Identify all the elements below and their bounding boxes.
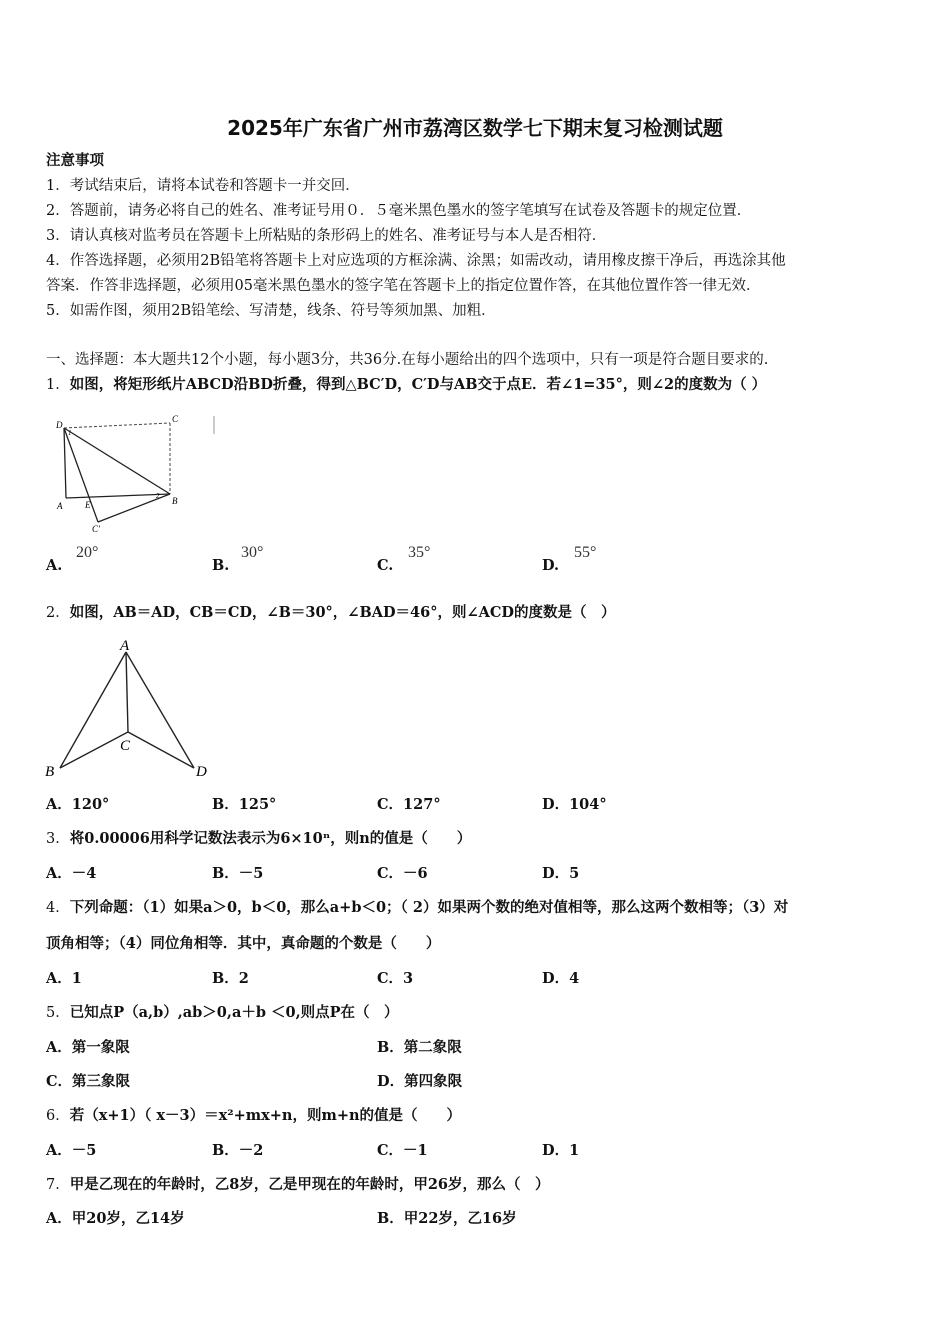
notice-item: 答案．作答非选择题，必须用05毫米黑色墨水的签字笔在答题卡上的指定位置作答，在其他位置作答一律无效． bbox=[46, 278, 761, 294]
question-1 bbox=[46, 375, 766, 395]
q1-option-b-value: 30° bbox=[241, 544, 264, 561]
option-label: D． bbox=[542, 865, 570, 882]
option-label: D． bbox=[542, 1142, 570, 1159]
option-value: 甲22岁，乙16岁 bbox=[403, 1210, 517, 1227]
option-label: B． bbox=[212, 1142, 239, 1159]
q1-option-a-value: 20° bbox=[76, 544, 99, 561]
question-text: 将0.00006用科学记数法表示为6×10ⁿ，则n的值是（ ） bbox=[69, 830, 472, 847]
option-label: A． bbox=[46, 1039, 72, 1056]
q5-option-d[interactable] bbox=[377, 1072, 462, 1092]
q4-option-a[interactable] bbox=[46, 969, 82, 989]
option-label: D． bbox=[542, 970, 570, 987]
label-c-prime: C′ bbox=[92, 524, 100, 534]
question-number: 3． bbox=[46, 831, 70, 847]
q7-option-a[interactable] bbox=[46, 1209, 185, 1229]
question-text: 甲是乙现在的年龄时，乙8岁，乙是甲现在的年龄时，甲26岁，那么（ ） bbox=[69, 1176, 550, 1193]
q1-option-c-value: 35° bbox=[408, 544, 431, 561]
q2-option-b[interactable] bbox=[212, 795, 276, 815]
option-value: －5 bbox=[71, 1142, 97, 1159]
notice-item: 4．作答选择题，必须用2B铅笔将答题卡上对应选项的方框涂满、涂黑；如需改动，请用橡皮擦干净后，再选涂其他 bbox=[46, 253, 786, 269]
option-value: 104° bbox=[569, 796, 607, 813]
question-7 bbox=[46, 1175, 550, 1195]
question-text: 如图，将矩形纸片ABCD沿BD折叠，得到△BC′D，C′D与AB交于点E．若∠1=35°，则∠2的度数为（ ） bbox=[69, 376, 767, 393]
option-label: B． bbox=[212, 970, 239, 987]
option-value: 第三象限 bbox=[72, 1073, 131, 1090]
option-value: 2 bbox=[238, 970, 249, 987]
question-number: 2． bbox=[46, 605, 70, 621]
question-text: 如图，AB＝AD，CB＝CD，∠B＝30°，∠BAD＝46°，则∠ACD的度数是（ ） bbox=[69, 604, 616, 621]
notice-heading: 注意事项 bbox=[46, 152, 104, 169]
option-label: C． bbox=[377, 796, 404, 813]
option-value: 120° bbox=[71, 796, 110, 813]
option-value: 甲20岁，乙14岁 bbox=[71, 1210, 185, 1227]
option-value: 第四象限 bbox=[404, 1073, 463, 1090]
q3-option-d[interactable] bbox=[542, 864, 579, 884]
option-label: B． bbox=[377, 1210, 404, 1227]
notice-item: 5．如需作图，须用2B铅笔绘、写清楚，线条、符号等须加黑、加粗． bbox=[46, 303, 496, 319]
edge-db bbox=[64, 428, 170, 494]
label-b: B bbox=[172, 496, 178, 506]
question-4-cont: 顶角相等；（4）同位角相等．其中，真命题的个数是（ ） bbox=[46, 935, 441, 952]
question-text: 已知点P（a,b）,ab＞0,a＋b ＜0,则点P在（ ） bbox=[69, 1004, 399, 1021]
option-label: B． bbox=[212, 865, 239, 882]
q2-figure bbox=[40, 634, 220, 784]
option-label: A． bbox=[46, 796, 72, 813]
q5-option-a[interactable] bbox=[46, 1038, 130, 1058]
q3-option-c[interactable] bbox=[377, 864, 428, 884]
q2-option-c[interactable] bbox=[377, 795, 441, 815]
q1-option-d-value: 55° bbox=[574, 544, 597, 561]
q6-option-d[interactable] bbox=[542, 1141, 579, 1161]
option-value: 127° bbox=[403, 796, 441, 813]
edge-ac bbox=[126, 652, 128, 732]
option-label: C． bbox=[377, 1142, 404, 1159]
label-angle-2: 2 bbox=[156, 492, 160, 500]
option-label: D． bbox=[377, 1073, 405, 1090]
option-value: 5 bbox=[569, 865, 580, 882]
option-value: －4 bbox=[71, 865, 97, 882]
option-label: C． bbox=[377, 970, 404, 987]
label-d: D bbox=[196, 764, 207, 780]
label-c: C bbox=[172, 414, 179, 424]
q1-option-d[interactable] bbox=[542, 556, 559, 576]
notice-item: 2．答题前，请务必将自己的姓名、准考证号用０．５毫米黑色墨水的签字笔填写在试卷及答题卡的规定位置． bbox=[46, 203, 752, 219]
question-3 bbox=[46, 829, 471, 849]
option-value: －5 bbox=[238, 865, 264, 882]
option-value: －6 bbox=[403, 865, 428, 882]
option-label: D． bbox=[542, 796, 570, 813]
q5-option-b[interactable] bbox=[377, 1038, 462, 1058]
edge-ad bbox=[126, 652, 194, 768]
q6-option-b[interactable] bbox=[212, 1141, 263, 1161]
label-b: B bbox=[45, 764, 55, 780]
q2-option-a[interactable] bbox=[46, 795, 109, 815]
q5-option-c[interactable] bbox=[46, 1072, 130, 1092]
edge-ab bbox=[66, 494, 170, 498]
option-value: 125° bbox=[238, 796, 277, 813]
q1-figure bbox=[52, 408, 222, 538]
edge-dc2 bbox=[64, 428, 98, 522]
label-a: A bbox=[120, 638, 130, 654]
option-value: －2 bbox=[238, 1142, 264, 1159]
question-6 bbox=[46, 1106, 461, 1126]
option-value: 第一象限 bbox=[71, 1039, 130, 1056]
option-label: D. bbox=[542, 557, 560, 574]
notice-item: 1．考试结束后，请将本试卷和答题卡一并交回． bbox=[46, 178, 360, 194]
q1-option-c[interactable] bbox=[377, 556, 393, 576]
option-label: B． bbox=[212, 796, 239, 813]
question-number: 6． bbox=[46, 1108, 70, 1124]
question-4 bbox=[46, 898, 788, 918]
q6-option-c[interactable] bbox=[377, 1141, 428, 1161]
option-label: A． bbox=[46, 1210, 72, 1227]
label-a: A bbox=[57, 501, 63, 511]
question-text: 若（x+1）（ x－3）＝x²+mx+n，则m+n的值是（ ） bbox=[69, 1107, 462, 1124]
option-label: C． bbox=[377, 865, 404, 882]
label-d: D bbox=[56, 420, 63, 430]
q4-option-d[interactable] bbox=[542, 969, 579, 989]
edge-da bbox=[64, 428, 66, 498]
question-number: 7． bbox=[46, 1177, 70, 1193]
q3-option-a[interactable] bbox=[46, 864, 96, 884]
fold-line-dc bbox=[64, 423, 170, 428]
q3-option-b[interactable] bbox=[212, 864, 263, 884]
q4-option-c[interactable] bbox=[377, 969, 413, 989]
option-label: A. bbox=[46, 557, 63, 574]
q4-option-b[interactable] bbox=[212, 969, 249, 989]
question-number: 4． bbox=[46, 900, 70, 916]
label-angle-1: 1 bbox=[68, 429, 72, 437]
option-value: 1 bbox=[569, 1142, 580, 1159]
option-label: A． bbox=[46, 865, 72, 882]
page-title: 2025年广东省广州市荔湾区数学七下期末复习检测试题 bbox=[227, 116, 723, 140]
question-number: 1． bbox=[46, 377, 70, 393]
option-label: B． bbox=[377, 1039, 404, 1056]
question-2 bbox=[46, 603, 615, 623]
option-label: C． bbox=[46, 1073, 73, 1090]
q1-option-b[interactable] bbox=[212, 556, 229, 576]
notice-item: 3．请认真核对监考员在答题卡上所粘贴的条形码上的姓名、准考证号与本人是否相符． bbox=[46, 228, 607, 244]
question-number: 5． bbox=[46, 1005, 70, 1021]
q1-option-a[interactable] bbox=[46, 556, 62, 576]
option-value: 3 bbox=[403, 970, 414, 987]
option-value: 1 bbox=[71, 970, 82, 987]
section-heading: 一、选择题：本大题共12个小题，每小题3分，共36分.在每小题给出的四个选项中，只有一项是符合题目要求的. bbox=[46, 352, 769, 368]
label-c: C bbox=[120, 738, 131, 754]
option-value: －1 bbox=[403, 1142, 428, 1159]
question-5 bbox=[46, 1003, 399, 1023]
option-value: 4 bbox=[569, 970, 580, 987]
option-label: A． bbox=[46, 970, 72, 987]
question-text: 下列命题：（1）如果a＞0，b＜0，那么a+b＜0；（ 2）如果两个数的绝对值相等，那么这两个数相等；（3）对 bbox=[69, 899, 789, 916]
option-value: 第二象限 bbox=[403, 1039, 462, 1056]
q6-option-a[interactable] bbox=[46, 1141, 96, 1161]
q2-option-d[interactable] bbox=[542, 795, 607, 815]
option-label: B. bbox=[212, 557, 230, 574]
label-e: E bbox=[85, 500, 91, 510]
q7-option-b[interactable] bbox=[377, 1209, 517, 1229]
option-label: C. bbox=[377, 557, 394, 574]
option-label: A． bbox=[46, 1142, 72, 1159]
